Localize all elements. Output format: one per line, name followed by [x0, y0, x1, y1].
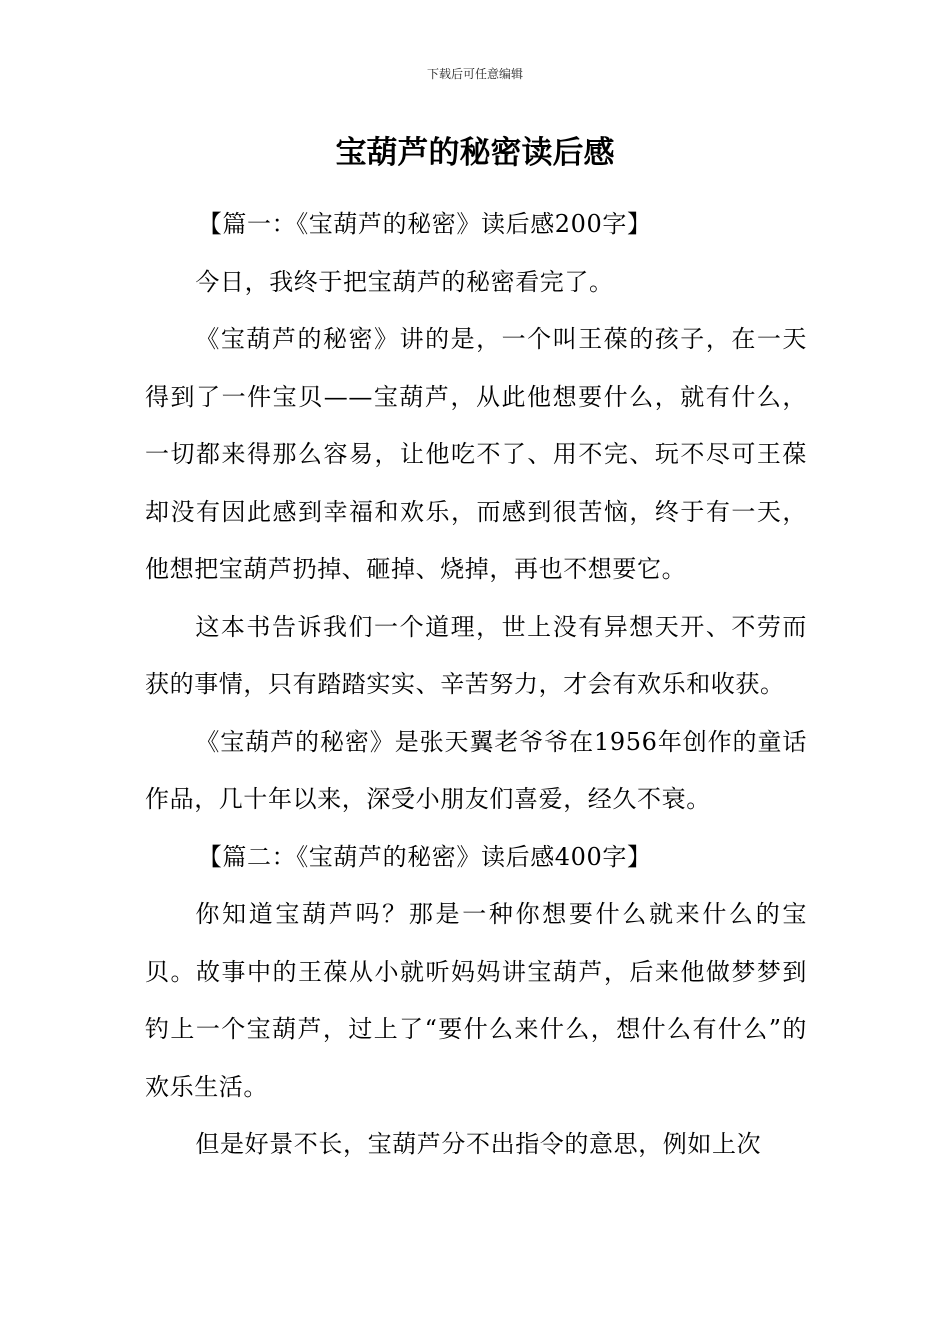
header-note: 下载后可任意编辑	[426, 67, 523, 81]
paragraph: 这本书告诉我们一个道理，世上没有异想天开、不劳而获的事情，只有踏踏实实、辛苦努力，才会有欢乐和收获。	[145, 612, 807, 698]
paragraph: 今日，我终于把宝葫芦的秘密看完了。	[195, 267, 614, 296]
paragraph: 《宝葫芦的秘密》是张天翼老爷爷在1956年创作的童话作品，几十年以来，深受小朋友们喜爱，经久不衰。	[145, 727, 807, 813]
section-heading-1: 【篇一：《宝葫芦的秘密》读后感200字】	[197, 210, 652, 238]
paragraph: 你知道宝葫芦吗？那是一种你想要什么就来什么的宝贝。故事中的王葆从小就听妈妈讲宝葫芦，后来他做梦梦到钓上一个宝葫芦，过上了“要什么来什么，想什么有什么”的欢乐生活。	[145, 900, 807, 1101]
document-title: 宝葫芦的秘密读后感	[335, 135, 615, 171]
paragraph: 《宝葫芦的秘密》讲的是，一个叫王葆的孩子，在一天得到了一件宝贝——宝葫芦，从此他想要什么，就有什么，一切都来得那么容易，让他吃不了、用不完、玩不尽可王葆却没有因此感到幸福和欢乐，而感到很苦恼，终于有一天，他想把宝葫芦扔掉、砸掉、烧掉，再也不想要它。	[145, 325, 807, 583]
paragraph: 但是好景不长，宝葫芦分不出指令的意思，例如上次	[195, 1130, 762, 1158]
section-heading-2: 【篇二：《宝葫芦的秘密》读后感400字】	[197, 842, 652, 871]
document-body	[145, 196, 807, 1174]
